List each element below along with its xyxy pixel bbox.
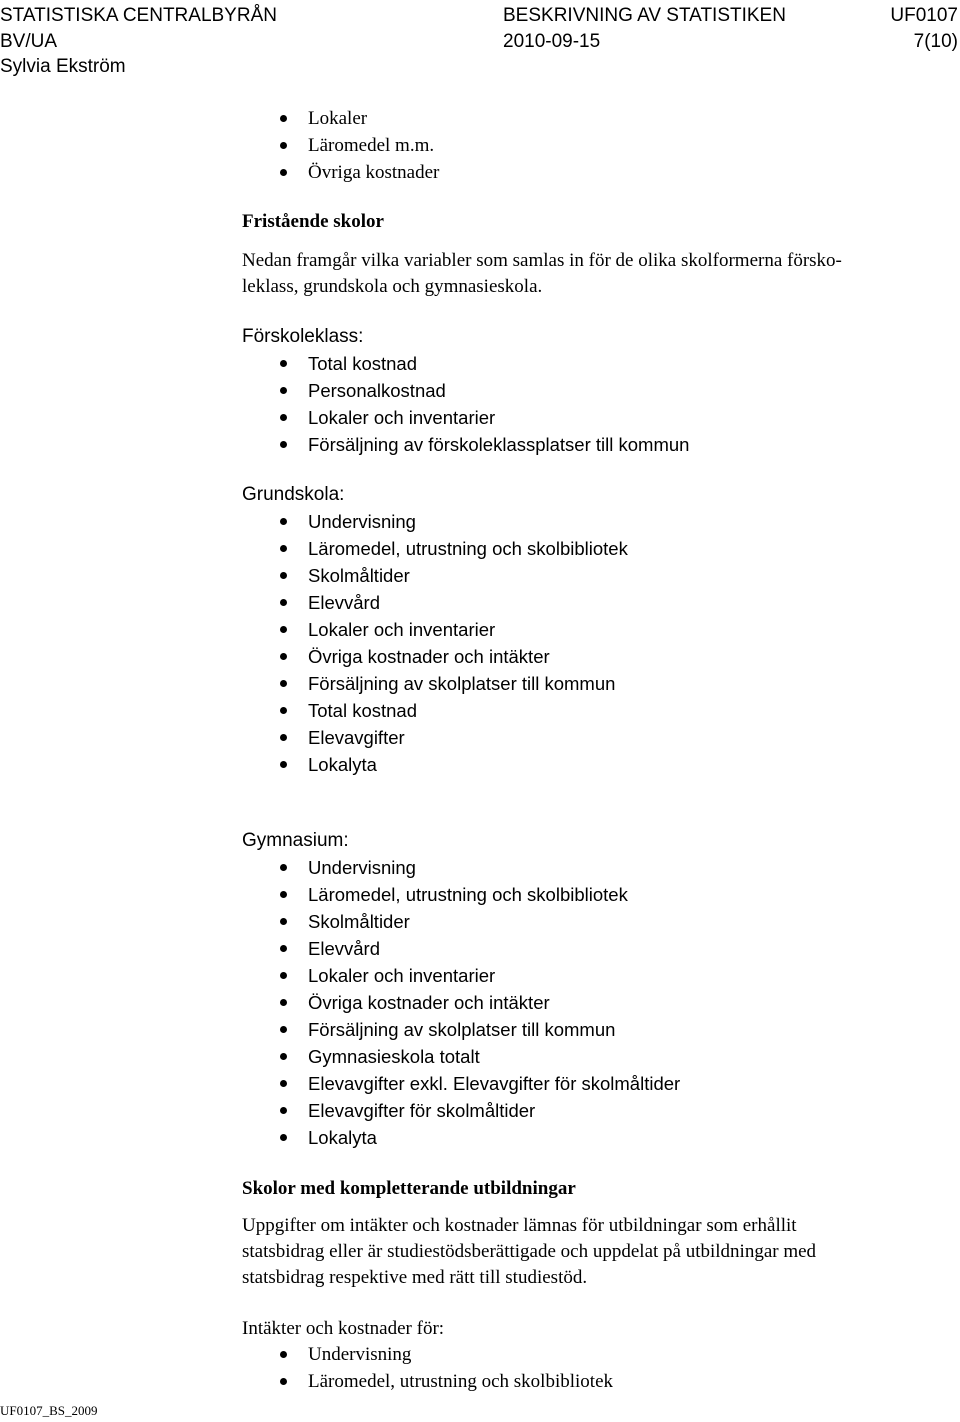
bullet-icon xyxy=(280,707,287,714)
bullet-icon xyxy=(280,761,287,768)
bullet-icon xyxy=(280,1134,287,1141)
paragraph-line: statsbidrag respektive med rätt till studiestöd. xyxy=(242,1267,588,1288)
paragraph-line: leklass, grundskola och gymnasieskola. xyxy=(242,276,543,297)
bullet-icon xyxy=(280,945,287,952)
unit: BV/UA xyxy=(0,31,58,52)
section-heading-kompletterande: Skolor med kompletterande utbildningar xyxy=(242,1178,576,1199)
paragraph-line: Nedan framgår vilka variabler som samlas in för de olika skolformerna försko- xyxy=(242,250,842,271)
bullet-icon xyxy=(280,864,287,871)
doc-type: BESKRIVNING AV STATISTIKEN xyxy=(503,5,786,26)
paragraph-line: statsbidrag eller är studiestödsberättigade och uppdelat på utbildningar med xyxy=(242,1241,817,1262)
page-number: 7(10) xyxy=(913,31,958,52)
document-page: STATISTISKA CENTRALBYRÅN BESKRIVNING AV STATISTIKEN UF0107 BV/UA 2010-09-15 7(10) Sylvia Ekström Lokaler Läromedel m.m. Övriga kostnader Fristående skolor Nedan framgår vilka variabler som samlas in för de olika skolformerna försko- leklass, grundskola och gymnasieskola. Förskoleklass: Total kostnad Personalkostnad Lokaler och inventarier Försäljning av förskoleklassplatser till kommun Grundskola: Undervisning Läromedel, utrustning och skolbibliotek Skolmåltider Elevvård Lokaler och inventarier Övriga kostnader och intäkter Försäljning av skolplatser till kommun Total kostnad Elevavgifter Lokalyta Gymnasium: Undervisning Läromedel, utrustning och skolbibliotek Skolmåltider Elevvård Lokaler och inventarier Övriga kostnader och intäkter Försäljning av skolplatser till kommun Gymnasieskola totalt Elevavgifter exkl. Elevavgifter för skolmåltider Elevavgifter för skolmåltider Lokalyta Skolor med kompletterande utbildningar Uppgifter om intäkter och kostnader lämnas för utbildningar som erhållit statsbidrag eller är studiestödsberättigade och uppdelat på utbildningar med statsbidrag respektive med rätt till studiestöd. Intäkter och kostnader för: Undervisning Läromedel, utrustning och skolbibliotek UF0107_BS_2009 xyxy=(0,5,958,1418)
bullet-icon xyxy=(280,572,287,579)
bullet-icon xyxy=(280,734,287,741)
grundskola-label: Grundskola: xyxy=(242,484,345,505)
author: Sylvia Ekström xyxy=(0,56,126,77)
bullet-icon xyxy=(280,1107,287,1114)
bullet-icon xyxy=(280,891,287,898)
bullet-icon xyxy=(280,1080,287,1087)
bullet-icon xyxy=(280,1351,287,1358)
bullet-icon xyxy=(280,918,287,925)
bullet-icon xyxy=(280,972,287,979)
bullet-icon xyxy=(280,999,287,1006)
bullet-icon xyxy=(280,169,287,176)
paragraph-line: Uppgifter om intäkter och kostnader lämnas för utbildningar som erhållit xyxy=(242,1215,797,1236)
bullet-icon xyxy=(280,626,287,633)
bullet-icon xyxy=(280,387,287,394)
bullet-icon xyxy=(280,441,287,448)
bullet-icon xyxy=(280,360,287,367)
bullet-icon xyxy=(280,545,287,552)
bullet-icon xyxy=(280,142,287,149)
bullet-icon xyxy=(280,1053,287,1060)
bullet-icon xyxy=(280,1378,287,1385)
doc-date: 2010-09-15 xyxy=(503,31,601,52)
section-heading-fristaende: Fristående skolor xyxy=(242,211,384,232)
bullet-icon xyxy=(280,680,287,687)
doc-code: UF0107 xyxy=(890,5,958,26)
bullet-icon xyxy=(280,518,287,525)
bullet-icon xyxy=(280,1026,287,1033)
gymnasium-label: Gymnasium: xyxy=(242,830,349,851)
bullet-icon xyxy=(280,414,287,421)
intakter-label: Intäkter och kostnader för: xyxy=(242,1318,445,1339)
bullet-icon xyxy=(280,115,287,122)
footer-code: UF0107_BS_2009 xyxy=(0,1403,98,1418)
bullet-icon xyxy=(280,599,287,606)
bullet-icon xyxy=(280,653,287,660)
forskoleklass-label: Förskoleklass: xyxy=(242,326,364,347)
org-name: STATISTISKA CENTRALBYRÅN xyxy=(0,5,277,26)
